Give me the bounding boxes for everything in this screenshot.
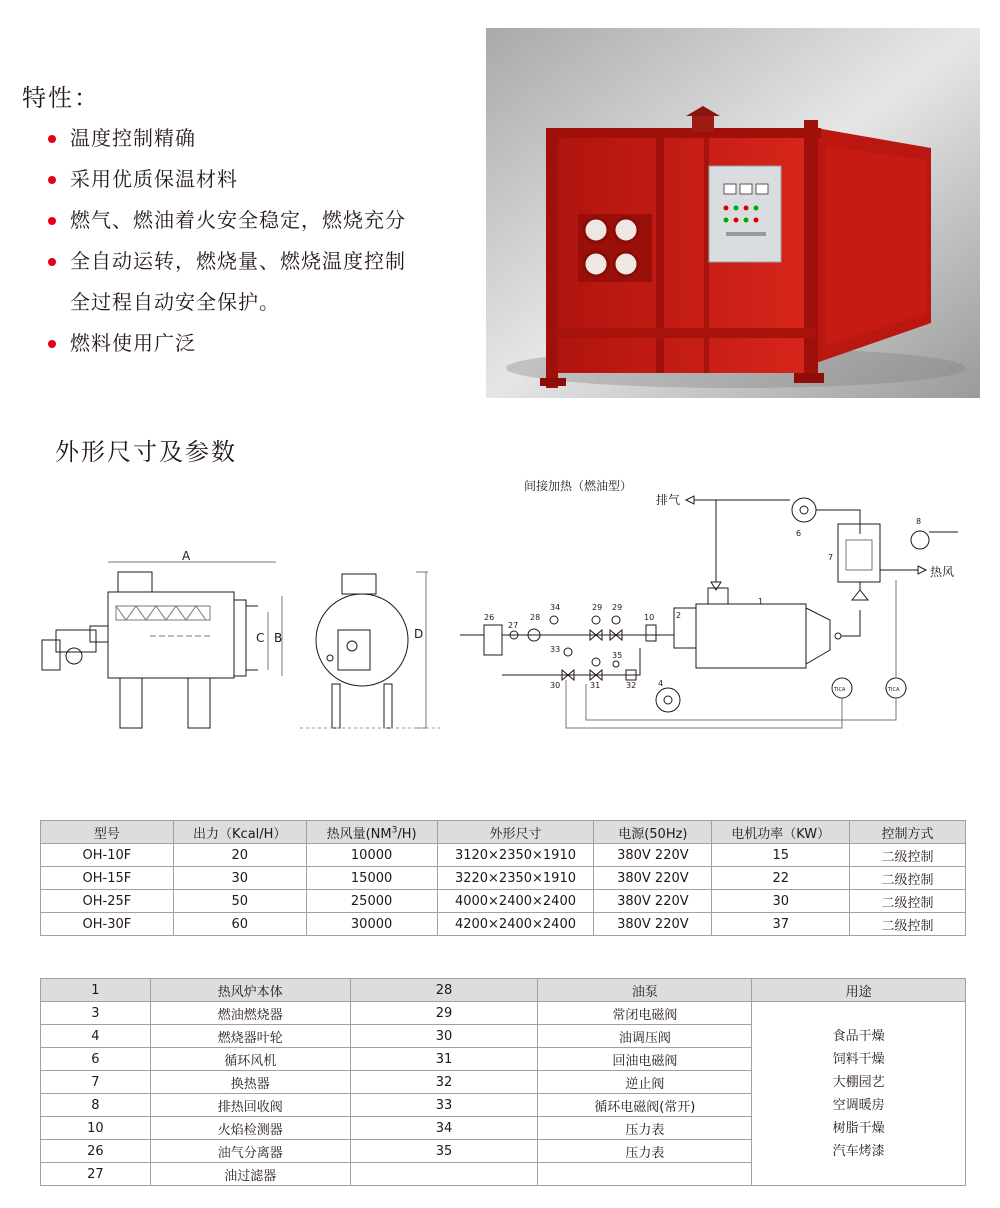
section-title: 外形尺寸及参数 xyxy=(55,438,237,466)
feature-item: 燃料使用广泛 xyxy=(48,323,406,364)
uses-cell: 食品干燥 饲料干燥 大棚园艺 空调暖房 树脂干燥 汽车烤漆 xyxy=(752,1002,966,1186)
flow-title: 间接加热（燃油型） xyxy=(524,479,633,493)
features-list xyxy=(48,118,406,364)
svg-text:7: 7 xyxy=(828,553,834,562)
svg-text:34: 34 xyxy=(550,603,561,612)
svg-text:33: 33 xyxy=(550,645,561,654)
svg-text:2: 2 xyxy=(676,611,682,620)
col-header: 型号 xyxy=(41,821,174,844)
feature-item: 温度控制精确 xyxy=(48,118,406,159)
bullet-icon xyxy=(48,176,56,184)
svg-text:26: 26 xyxy=(484,613,495,622)
exhaust-label: 排气 xyxy=(656,493,681,507)
bullet-icon xyxy=(48,258,56,266)
product-photo xyxy=(486,28,980,398)
svg-text:27: 27 xyxy=(508,621,519,630)
svg-text:TICA: TICA xyxy=(888,687,900,693)
svg-text:8: 8 xyxy=(916,517,922,526)
bullet-icon xyxy=(48,135,56,143)
table-row: 8 排热回收阀 33 循环电磁阀(常开) xyxy=(41,1094,966,1117)
table-row: 6 循环风机 31 回油电磁阀 xyxy=(41,1048,966,1071)
svg-text:32: 32 xyxy=(626,681,637,690)
parts-table xyxy=(40,978,966,1186)
dim-a-label: A xyxy=(182,549,191,563)
col-header: 出力（Kcal/H） xyxy=(173,821,306,844)
svg-text:28: 28 xyxy=(530,613,541,622)
col-header: 电机功率（KW） xyxy=(712,821,850,844)
table-row: 27 油过滤器 xyxy=(41,1163,966,1186)
feature-item: 全过程自动安全保护。 xyxy=(70,290,280,314)
technical-drawing xyxy=(0,470,1000,770)
svg-text:29: 29 xyxy=(592,603,603,612)
svg-text:29: 29 xyxy=(612,603,623,612)
col-header: 外形尺寸 xyxy=(437,821,594,844)
feature-item: 采用优质保温材料 xyxy=(48,159,406,200)
spec-header-row xyxy=(41,821,966,844)
svg-text:30: 30 xyxy=(550,681,561,690)
features-title: 特性： xyxy=(22,84,100,112)
table-row: OH-15F 30 15000 3220×2350×1910 380V 220V 22 二级控制 xyxy=(41,867,966,890)
spec-table xyxy=(40,820,966,936)
svg-text:6: 6 xyxy=(796,529,802,538)
flow-diagram xyxy=(460,478,958,728)
col-header: 电源(50Hz) xyxy=(594,821,712,844)
svg-text:10: 10 xyxy=(644,613,655,622)
table-row: 7 换热器 32 逆止阀 xyxy=(41,1071,966,1094)
table-row: 3 燃油燃烧器 29 常闭电磁阀 食品干燥 饲料干燥 大棚园艺 空调暖房 树脂干燥 汽车烤漆 xyxy=(41,1002,966,1025)
table-row: OH-10F 20 10000 3120×2350×1910 380V 220V 15 二级控制 xyxy=(41,844,966,867)
table-row: 26 油气分离器 35 压力表 xyxy=(41,1140,966,1163)
svg-text:TICA: TICA xyxy=(834,687,846,693)
feature-item: 燃气、燃油着火安全稳定，燃烧充分 xyxy=(48,200,406,241)
feature-item: 全自动运转，燃烧量、燃烧温度控制 xyxy=(48,241,406,282)
table-row: OH-25F 50 25000 4000×2400×2400 380V 220V 30 二级控制 xyxy=(41,890,966,913)
dim-d-label: D xyxy=(414,627,424,641)
table-row: 10 火焰检测器 34 压力表 xyxy=(41,1117,966,1140)
uses-header: 用途 xyxy=(752,979,966,1002)
svg-text:1: 1 xyxy=(758,597,764,606)
front-view xyxy=(300,572,440,728)
svg-text:31: 31 xyxy=(590,681,601,690)
col-header: 控制方式 xyxy=(850,821,966,844)
bullet-icon xyxy=(48,340,56,348)
dim-c-label: C xyxy=(256,631,265,645)
col-header: 热风量$(NM^3/H)$ xyxy=(306,821,437,844)
table-row: 4 燃烧器叶轮 30 油调压阀 xyxy=(41,1025,966,1048)
parts-header-row: 1 热风炉本体 28 油泵 用途 xyxy=(41,979,966,1002)
table-row: OH-30F 60 30000 4200×2400×2400 380V 220V 37 二级控制 xyxy=(41,913,966,936)
bullet-icon xyxy=(48,217,56,225)
hot-air-label: 热风 xyxy=(930,565,955,579)
dim-b-label: B xyxy=(274,631,283,645)
side-view xyxy=(42,549,282,728)
svg-text:35: 35 xyxy=(612,651,623,660)
svg-text:4: 4 xyxy=(658,679,664,688)
